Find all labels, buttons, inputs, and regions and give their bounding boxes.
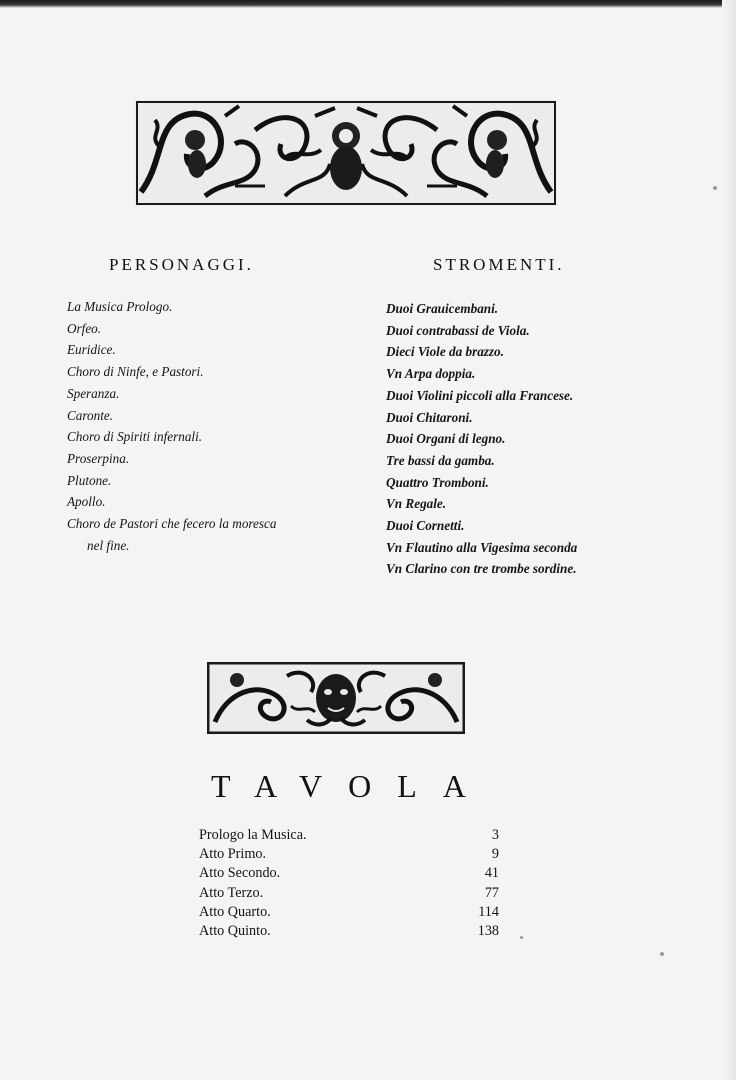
paper-speck — [713, 186, 717, 190]
toc-entry-label: Atto Primo. — [199, 846, 267, 863]
toc-entry-label: Prologo la Musica. — [199, 827, 307, 843]
toc-entry-label: Atto Quarto. — [199, 903, 271, 920]
list-item: Vn Flautino alla Vigesima seconda — [386, 539, 578, 555]
list-item: Tre bassi da gamba. — [386, 452, 495, 468]
list-item: Proserpina. — [67, 450, 130, 466]
paper-speck — [520, 936, 523, 939]
list-item: Duoi Organi di legno. — [386, 431, 506, 447]
mask-scroll-ornament-icon — [207, 662, 465, 734]
list-item: Quattro Tromboni. — [386, 474, 489, 490]
list-item: Vn Clarino con tre trombe sordine. — [386, 561, 577, 577]
stromenti-heading: STROMENTI. — [433, 255, 565, 274]
list-item: La Musica Prologo. — [67, 299, 173, 314]
table-row — [199, 884, 509, 903]
list-item: Duoi Violini piccoli alla Francese. — [386, 387, 574, 403]
list-item: Apollo. — [67, 494, 106, 510]
list-item: Choro di Spiriti infernali. — [67, 429, 203, 445]
table-row — [199, 845, 509, 864]
page-right-edge-shadow — [722, 0, 736, 1080]
toc-entry-page: 41 — [484, 865, 499, 882]
personaggi-heading: PERSONAGGI. — [109, 255, 254, 274]
personaggi-list — [67, 296, 277, 556]
list-item: Choro de Pastori che fecero la moresca — [67, 516, 277, 532]
cherub-scroll-ornament-icon — [135, 100, 557, 206]
stromenti-list — [386, 298, 577, 580]
paper-speck — [660, 952, 664, 956]
list-item: Vn Regale. — [386, 496, 447, 512]
toc-entry-label: Atto Secondo. — [199, 865, 281, 882]
toc-entry-page: 114 — [478, 903, 499, 920]
tavola-title: TAVOLA — [211, 768, 492, 804]
list-item: Orfeo. — [67, 320, 102, 336]
headpiece-ornament — [135, 100, 557, 206]
list-item: Choro di Ninfe, e Pastori. — [67, 364, 204, 380]
table-row — [199, 826, 509, 845]
tailpiece-ornament — [207, 662, 465, 734]
list-item: Speranza. — [67, 385, 120, 401]
toc-entry-page: 77 — [484, 884, 499, 901]
list-item: Dieci Viole da brazzo. — [386, 344, 504, 360]
toc-entry-page: 3 — [491, 827, 499, 843]
table-row — [199, 864, 509, 883]
list-item-continuation: nel fine. — [87, 537, 130, 553]
list-item: Euridice. — [67, 342, 116, 358]
list-item: Duoi contrabassi de Viola. — [386, 322, 530, 338]
toc-entry-label: Atto Quinto. — [199, 922, 271, 939]
list-item: Duoi Grauicembani. — [386, 301, 499, 316]
toc-entry-page: 138 — [477, 922, 499, 939]
toc-entry-page: 9 — [491, 846, 499, 863]
table-row — [199, 922, 509, 941]
page-top-edge-shadow — [0, 0, 736, 8]
list-item: Plutone. — [67, 472, 112, 488]
table-of-contents — [199, 826, 509, 941]
list-item: Caronte. — [67, 407, 114, 423]
list-item: Duoi Chitaroni. — [386, 409, 473, 425]
list-item: Vn Arpa doppia. — [386, 366, 476, 382]
list-item: Duoi Cornetti. — [386, 518, 465, 534]
toc-entry-label: Atto Terzo. — [199, 884, 264, 901]
table-row — [199, 903, 509, 922]
